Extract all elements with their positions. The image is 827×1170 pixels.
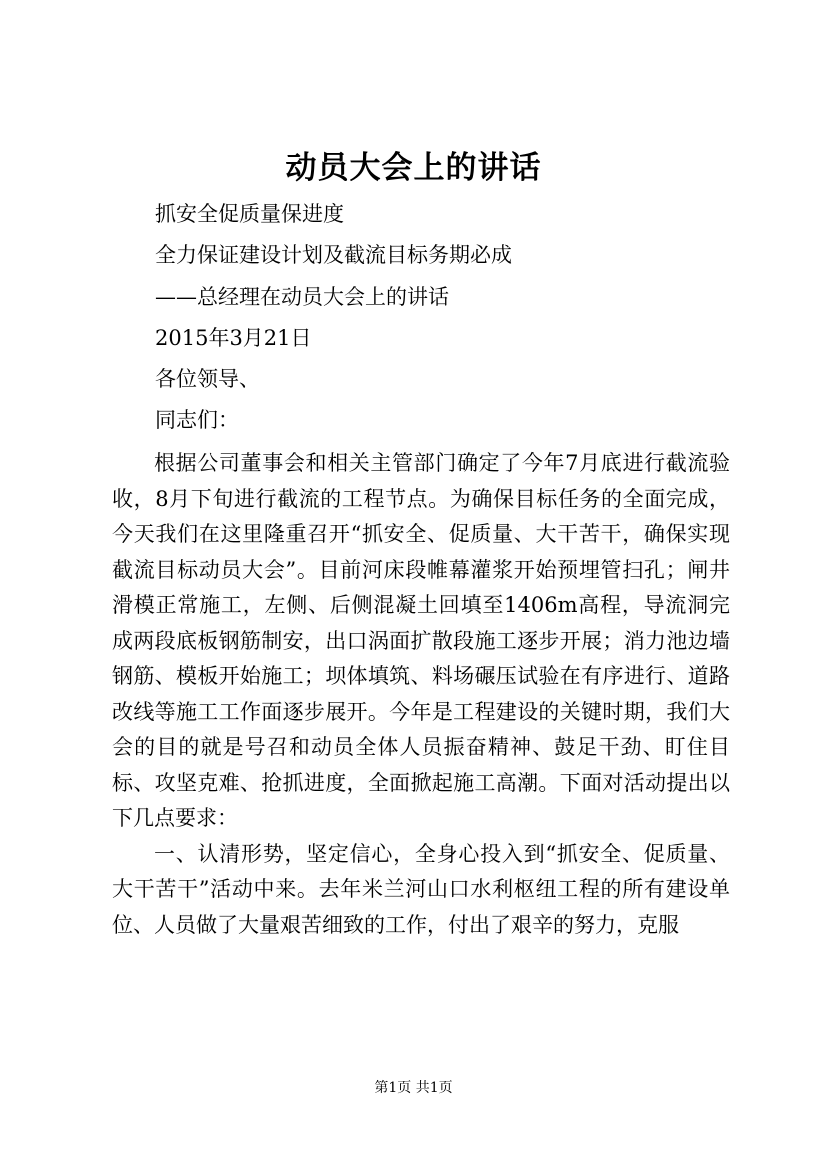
salutation-line: 各位领导、	[155, 367, 260, 391]
body-paragraph: 根据公司董事会和相关主管部门确定了今年7月底进行截流验收，8月下旬进行截流的工程节点。为确保目标任务的全面完成，今天我们在这里隆重召开“抓安全、促质量、大干苦干，确保实现截流目标动员大会”。目前河床段帷幕灌浆开始预埋管扫孔；闸井滑模正常施工，左侧、后侧混凝土回填至1406m高程，导流洞完成两段底板钢筋制安，出口涡面扩散段施工逐步开展；消力池边墙钢筋、模板开始施工；坝体填筑、料场碾压试验在有序进行、道路改线等施工工作面逐步展开。今年是工程建设的关键时期，我们大会的目的就是号召和动员全体人员振奋精神、鼓足干劲、盯住目标、攻坚克难、抢抓进度，全面掀起施工高潮。下面对活动提出以下几点要求：	[112, 451, 730, 830]
date-line: 2015年3月21日	[155, 326, 312, 350]
subtitle-line: ——总经理在动员大会上的讲话	[155, 285, 449, 309]
subtitle-line: 全力保证建设计划及截流目标务期必成	[155, 243, 512, 267]
page-footer: 第1页 共1页	[374, 1080, 453, 1096]
subtitle-line: 抓安全促质量保进度	[155, 202, 344, 226]
body-paragraph: 一、认清形势，坚定信心，全身心投入到“抓安全、促质量、大干苦干”活动中来。去年米兰河山口水利枢纽工程的所有建设单位、人员做了大量艰苦细致的工作，付出了艰辛的努力，克服	[112, 841, 730, 937]
salutation-line: 同志们：	[155, 408, 239, 432]
body-text	[112, 446, 730, 943]
page-title: 动员大会上的讲话	[285, 150, 542, 186]
